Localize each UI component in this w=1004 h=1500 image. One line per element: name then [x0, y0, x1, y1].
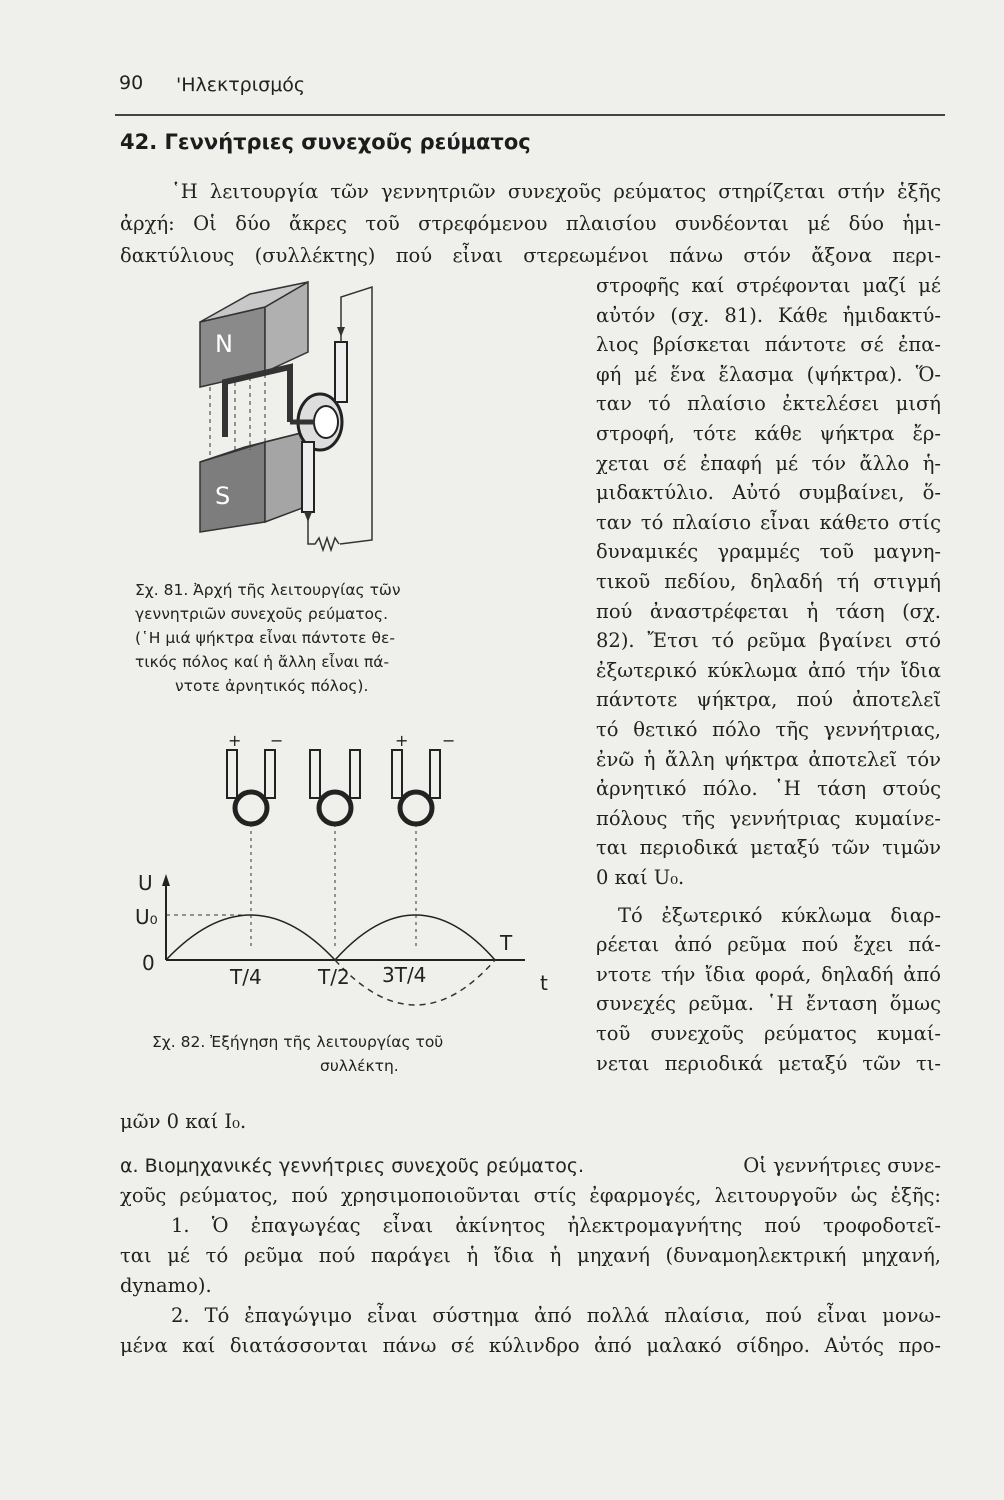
intro-line: δακτύλιους (συλλέκτης) πού εἶναι στερεωμένοι πάνω στόν ἄξονα περι-: [120, 244, 941, 267]
subsection-line: 1. Ὁ ἐπαγωγέας εἶναι ἀκίνητος ἠλεκτρομαγνήτης πού τροφοδοτεῖ-: [171, 1214, 941, 1237]
svg-text:+: +: [228, 731, 242, 750]
header-rule: [115, 114, 945, 116]
right-column-line: Τό ἐξωτερικό κύκλωμα διαρ-: [618, 903, 941, 927]
svg-text:T/4: T/4: [230, 965, 262, 989]
svg-text:−: −: [270, 731, 284, 750]
brush: [335, 342, 347, 402]
right-column-line: 0 καί U₀.: [596, 866, 685, 889]
intro-line: ῾Η λειτουργία τῶν γεννητριῶν συνεχοῦς ρεύματος στηρίζεται στήν ἑξῆς: [171, 180, 941, 203]
external-circuit: [340, 287, 372, 544]
section-title: 42. Γεννήτριες συνεχοῦς ρεύματος: [120, 130, 531, 154]
subsection-line: ται μέ τό ρεῦμα πού παράγει ἡ ἴδια ἡ μηχανή (δυναμοηλεκτρική μηχανή,: [120, 1244, 941, 1267]
right-column-line: τικοῦ πεδίου, δηλαδή τή στιγμή: [596, 570, 941, 593]
svg-text:U: U: [138, 871, 153, 895]
right-column-line: χεται σέ ἐπαφή μέ τόν ἄλλο ἡ-: [596, 451, 941, 475]
brush: [302, 442, 314, 512]
subsection-heading: α. Βιομηχανικές γεννήτριες συνεχοῦς ρεύματος.: [120, 1155, 585, 1177]
svg-text:T: T: [500, 931, 513, 955]
right-column-line: πάντοτε ψήκτρα, πού ἀποτελεῖ: [596, 688, 941, 712]
right-column-line: ταν τό πλαίσιο ἐκτελέσει μισή: [596, 392, 941, 416]
voltage-curve: [166, 915, 495, 960]
subsection-line: χοῦς ρεύματος, πού χρησιμοποιοῦνται στίς ἐφαρμογές, λειτουργοῦν ὡς ἑξῆς:: [120, 1184, 941, 1207]
right-column-line: πού ἀναστρέφεται ἡ τάση (σχ.: [596, 599, 941, 623]
svg-text:U₀: U₀: [135, 905, 158, 929]
intro-line: ἀρχή: Οἱ δύο ἄκρες τοῦ στρεφόμενου πλαισίου συνδέονται μέ δύο ἡμι-: [120, 212, 941, 235]
svg-text:3T/4: 3T/4: [382, 963, 427, 987]
commutator-position-3: [392, 750, 440, 824]
right-column-line: τοῦ συνεχοῦς ρεύματος κυμαί-: [596, 1022, 941, 1045]
svg-text:0: 0: [142, 951, 155, 975]
right-column-line: ἐνῶ ἡ ἄλλη ψήκτρα ἀποτελεῖ τόν: [596, 747, 941, 771]
right-column-line: ρέεται ἀπό ρεῦμα πού ἔχει πά-: [596, 933, 941, 957]
right-column-line: δυναμικές γραμμές τοῦ μαγνη-: [596, 540, 941, 564]
fig81-caption: Σχ. 81. Ἀρχή τῆς λειτουργίας τῶν γεννητριῶν συνεχοῦς ρεύματος. (῾Η μιά ψήκτρα εἶναι πάντοτε θε- τικός πόλος καί ἡ ἄλλη εἶναι πά- ντοτε ἀρνητικός πόλος).: [135, 581, 401, 695]
after-figure-text: μῶν 0 καί I₀.: [120, 1110, 247, 1133]
right-column-line: στροφῆς καί στρέφονται μαζί μέ: [596, 274, 941, 297]
right-column-line: μιδακτύλιο. Αὐτό συμβαίνει, ὅ-: [596, 481, 941, 505]
right-column-line: ντοτε τήν ἴδια φορά, δηλαδή ἀπό: [596, 962, 941, 986]
subsection-line: 2. Τό ἐπαγώγιμο εἶναι σύστημα ἀπό πολλά πλαίσια, πού εἶναι μονω-: [171, 1304, 941, 1327]
running-title: 'Ηλεκτρισμός: [176, 74, 306, 96]
figure-81: [190, 272, 390, 572]
subsection-line: dynamo).: [120, 1274, 212, 1297]
right-column-line: ἀρνητικό πόλο. ῾Η τάση στούς: [596, 777, 941, 801]
right-column-line: πόλους τῆς γεννήτριας κυμαίνε-: [596, 806, 941, 830]
figure-82: [130, 728, 560, 1008]
svg-text:−: −: [442, 731, 456, 750]
subsection-line: [120, 1152, 941, 1180]
commutator-position-2: [310, 750, 360, 824]
right-column-line: ταν τό πλαίσιο εἶναι κάθετο στίς: [596, 510, 941, 534]
right-column-line: λιος βρίσκεται πάντοτε σέ ἐπα-: [596, 333, 941, 357]
commutator-position-1: [227, 750, 275, 824]
right-column-line: 82). Ἔτσι τό ρεῦμα βγαίνει στό: [596, 629, 941, 653]
subsection-text: Οἱ γεννήτριες συνε-: [743, 1154, 941, 1177]
svg-text:T/2: T/2: [318, 965, 350, 989]
right-column-line: συνεχές ρεῦμα. ῾Η ἔνταση ὅμως: [596, 992, 941, 1016]
page-number: 90: [119, 72, 144, 94]
right-column-line: τό θετικό πόλο τῆς γεννήτριας,: [596, 718, 941, 741]
right-column-line: ται περιοδικά μεταξύ τῶν τιμῶν: [596, 836, 941, 860]
label-s: S: [215, 482, 231, 510]
right-column-line: νεται περιοδικά μεταξύ τῶν τι-: [596, 1051, 941, 1075]
fig82-caption: Σχ. 82. Ἐξήγηση τῆς λειτουργίας τοῦ συλλέκτη.: [152, 1033, 444, 1075]
magnet-s-pole: [200, 442, 265, 532]
right-column-line: αὐτόν (σχ. 81). Κάθε ἡμιδακτύ-: [596, 303, 941, 327]
svg-text:+: +: [395, 731, 409, 750]
subsection-line: μένα καί διατάσσονται πάνω σέ κύλινδρο ἀπό μαλακό σίδηρο. Αὐτός προ-: [120, 1334, 941, 1357]
right-column-line: φή μέ ἕνα ἔλασμα (ψήκτρα). Ὅ-: [596, 362, 941, 386]
svg-text:t: t: [540, 971, 548, 995]
label-n: N: [215, 330, 233, 358]
right-column-line: ἐξωτερικό κύκλωμα ἀπό τήν ἴδια: [596, 658, 941, 682]
right-column-line: στροφή, τότε κάθε ψήκτρα ἔρ-: [596, 422, 941, 445]
